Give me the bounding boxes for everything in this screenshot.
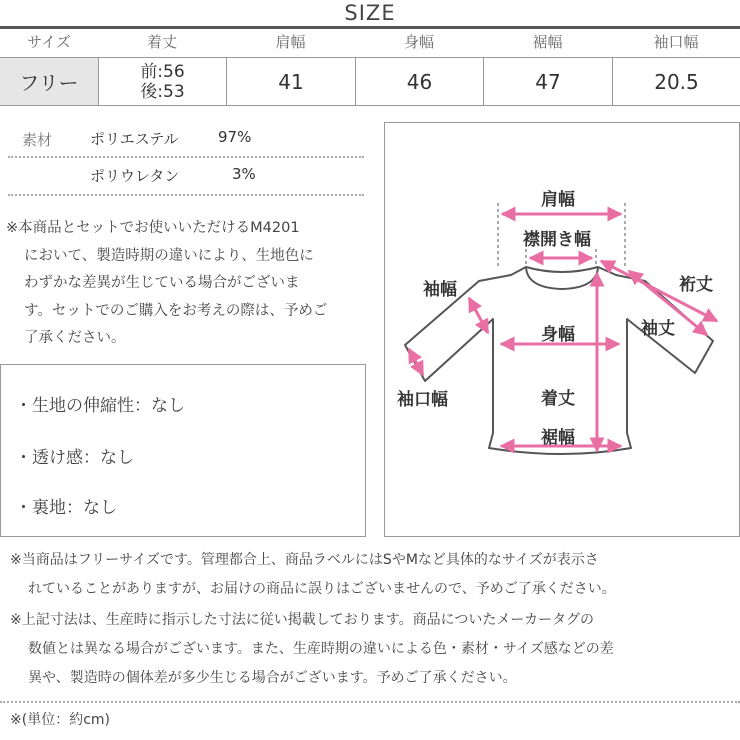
length-back: 後:53 (140, 81, 185, 102)
material-name-1: ポリエステル (90, 130, 179, 148)
header-shoulder: 肩幅 (275, 33, 306, 51)
material-pct-1: 97% (218, 128, 252, 146)
material-divider-2 (8, 194, 364, 196)
hem-width-cell: 47 (483, 58, 612, 105)
header-cuff-width: 袖口幅 (653, 33, 699, 51)
label-body-width: 身幅 (541, 325, 575, 345)
set-note-line: において、製造時期の違いにより、生地色に (24, 247, 314, 264)
sheer-property: ・透け感：なし (15, 448, 134, 468)
label-neck: 襟開き幅 (523, 230, 591, 250)
size-table-row (0, 57, 740, 106)
footer-note-line: 異や、製造時の個体差が多少生じる場合がございます。予めご了承ください。 (28, 670, 517, 686)
footer-divider (0, 701, 740, 703)
size-cell: フリー (0, 58, 98, 105)
shoulder-cell: 41 (226, 58, 355, 105)
lining-property: ・裏地：なし (15, 498, 117, 518)
set-note-line: ※本商品とセットでお使いいただけるM4201 (6, 220, 300, 236)
set-note-line: す。セットでのご購入をお考えの際は、予めご (24, 302, 328, 319)
footer-note-line: ※上記寸法は、生産時に指示した寸法に従い掲載しております。商品についたメーカータグの (10, 612, 595, 628)
header-hem-width: 裾幅 (532, 33, 563, 51)
set-note-line: わずかな差異が生じている場合がございま (24, 275, 300, 291)
label-cuff: 袖口幅 (397, 390, 448, 410)
size-table-header (0, 30, 740, 55)
stretch-property: ・生地の伸縮性：なし (15, 396, 185, 416)
label-hem: 裾幅 (541, 428, 575, 448)
material-divider-1 (8, 156, 364, 158)
material-label: 素材 (22, 131, 53, 149)
header-length: 着丈 (146, 33, 177, 51)
footer-note-2 (10, 606, 738, 693)
properties-box (0, 364, 366, 537)
set-note-line: 了承ください。 (24, 330, 126, 346)
measurement-diagram (384, 122, 740, 537)
material-name-2: ポリウレタン (90, 167, 180, 185)
length-front: 前:56 (140, 61, 185, 82)
label-yuki: 裄丈 (679, 275, 713, 295)
label-sleeve-length: 袖丈 (641, 319, 675, 339)
footer-note-line: ※当商品はフリーサイズです。管理都合上、商品ラベルにはSやMなど具体的なサイズが表示さ (10, 552, 599, 568)
material-pct-2: 3% (232, 165, 256, 183)
title-divider (0, 26, 740, 29)
set-note (6, 215, 368, 353)
body-width-cell: 46 (355, 58, 483, 105)
header-size: サイズ (27, 33, 71, 51)
label-shoulder: 肩幅 (541, 190, 575, 210)
label-sleeve-width: 袖幅 (423, 280, 457, 300)
header-body-width: 身幅 (403, 33, 434, 51)
label-length: 着丈 (541, 389, 575, 409)
unit-note: ※(単位：約cm) (10, 712, 110, 728)
footer-note-1 (10, 546, 738, 604)
footer-note-line: 数値とは異なる場合がございます。また、生産時期の違いによる色・素材・サイズ感などの差 (28, 641, 614, 657)
size-title: SIZE (344, 1, 396, 25)
length-cell (98, 58, 226, 105)
cuff-width-cell: 20.5 (612, 58, 740, 105)
footer-note-line: れていることがありますが、お届けの商品に誤りはございませんので、予めご了承ください。 (28, 581, 616, 597)
